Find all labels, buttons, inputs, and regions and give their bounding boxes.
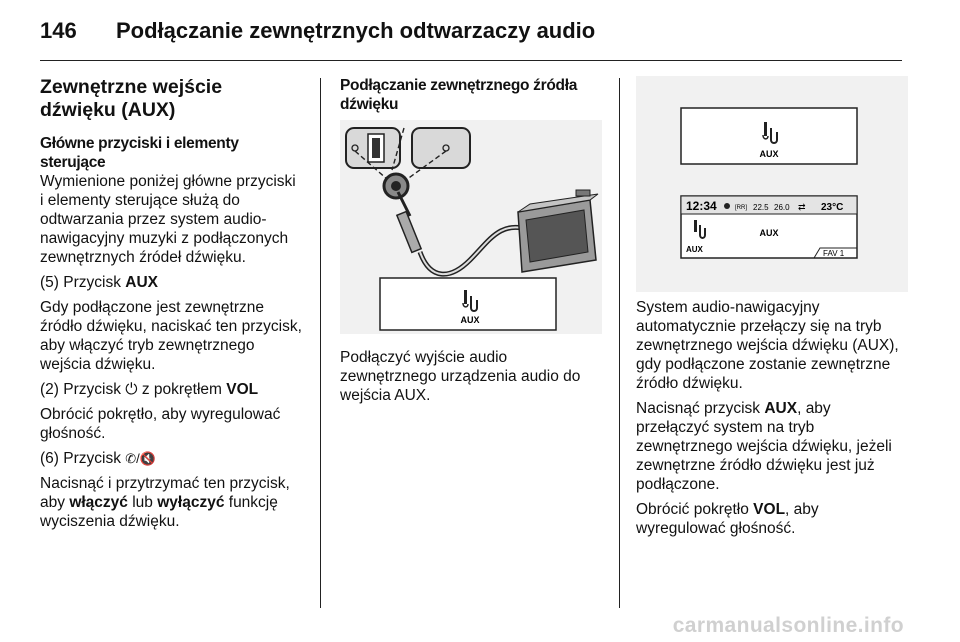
- temp-set-label: 26.0: [774, 203, 790, 212]
- power-icon: ⏻: [125, 381, 138, 398]
- page-title: Podłączanie zewnętrznych odtwarzaczy audio: [116, 18, 596, 43]
- mute-description: Nacisnąć i przytrzymać ten przycisk, aby włączyć lub wyłączyć funkcję wyciszenia dźwięku.: [40, 475, 290, 530]
- display-illustration: [636, 76, 908, 292]
- outside-temp-label: 23°C: [821, 202, 844, 213]
- column-divider-1: [320, 78, 321, 608]
- column-1: [40, 76, 302, 537]
- header-rule: [40, 60, 902, 61]
- section-heading: Zewnętrzne wejście dźwięku (AUX): [40, 76, 223, 121]
- vol-paragraph: Obrócić pokrętło VOL, aby wyregulować głośność.: [636, 501, 819, 537]
- display-aux-label: AUX: [460, 315, 480, 325]
- aux-description: Gdy podłączone jest zewnętrzne źródło dźwięku, naciskać ten przycisk, aby włączyć tryb zewnętrznego wejścia dźwięku.: [40, 299, 302, 373]
- aux-connection-diagram: [340, 120, 602, 334]
- signal-icon: ⇄: [798, 202, 806, 212]
- screen-top-aux-label: AUX: [759, 149, 779, 159]
- intro-paragraph: Wymienione poniżej główne przyciski i elementy sterujące służą do odtwarzania przez system audio-nawigacyjny muzyki z podłączonych zewnętrznych źródeł dźwięku.: [40, 173, 296, 266]
- display-screens: [636, 76, 908, 292]
- status-icon: [724, 203, 730, 209]
- screen-bottom-center-label: AUX: [759, 228, 779, 238]
- column-3: [636, 298, 908, 544]
- column-2: [340, 76, 602, 114]
- vol-description: Obrócić pokrętło, aby wyregulować głośność.: [40, 406, 281, 442]
- aux-jack-panel: [412, 128, 470, 168]
- phone-mute-icon: ✆/🔇: [125, 451, 156, 466]
- screen-bottom-left-label: AUX: [686, 245, 703, 254]
- fav-label: FAV 1: [823, 249, 845, 258]
- portable-device: [518, 190, 598, 272]
- mute-button-item: (6) Przycisk ✆/🔇: [40, 450, 156, 467]
- section-heading-connect: Podłączanie zewnętrznego źródła dźwięku: [340, 77, 578, 113]
- figure-caption: Podłączyć wyjście audio zewnętrznego urządzenia audio do wejścia AUX.: [340, 349, 581, 404]
- aux-button-item: (5) Przycisk AUX: [40, 274, 158, 291]
- auto-switch-paragraph: System audio-nawigacyjny automatycznie przełączy się na tryb zewnętrznego wejścia dźwięku (AUX), gdy podłączone zostanie zewnętrzne źródło dźwięku.: [636, 299, 899, 392]
- audio-plug: [397, 212, 421, 253]
- temp-left-label: 22.5: [753, 203, 769, 212]
- page-header: [40, 18, 595, 44]
- page-number: 146: [40, 18, 77, 43]
- column-divider-2: [619, 78, 620, 608]
- connection-illustration: [340, 120, 602, 334]
- audio-cable: [420, 227, 530, 274]
- rds-label: [RR]: [735, 205, 747, 211]
- aux-press-paragraph: Nacisnąć przycisk AUX, aby przełączyć system na tryb zewnętrznego wejścia dźwięku, jeżeli zewnętrzne źródło dźwięku jest już podłączone.: [636, 400, 892, 493]
- subheading: Główne przyciski i elementy sterujące: [40, 135, 239, 171]
- vol-button-item: (2) Przycisk ⏻ z pokrętłem VOL: [40, 381, 259, 398]
- watermark: carmanualsonline.info: [672, 614, 904, 637]
- clock-label: 12:34: [686, 199, 717, 213]
